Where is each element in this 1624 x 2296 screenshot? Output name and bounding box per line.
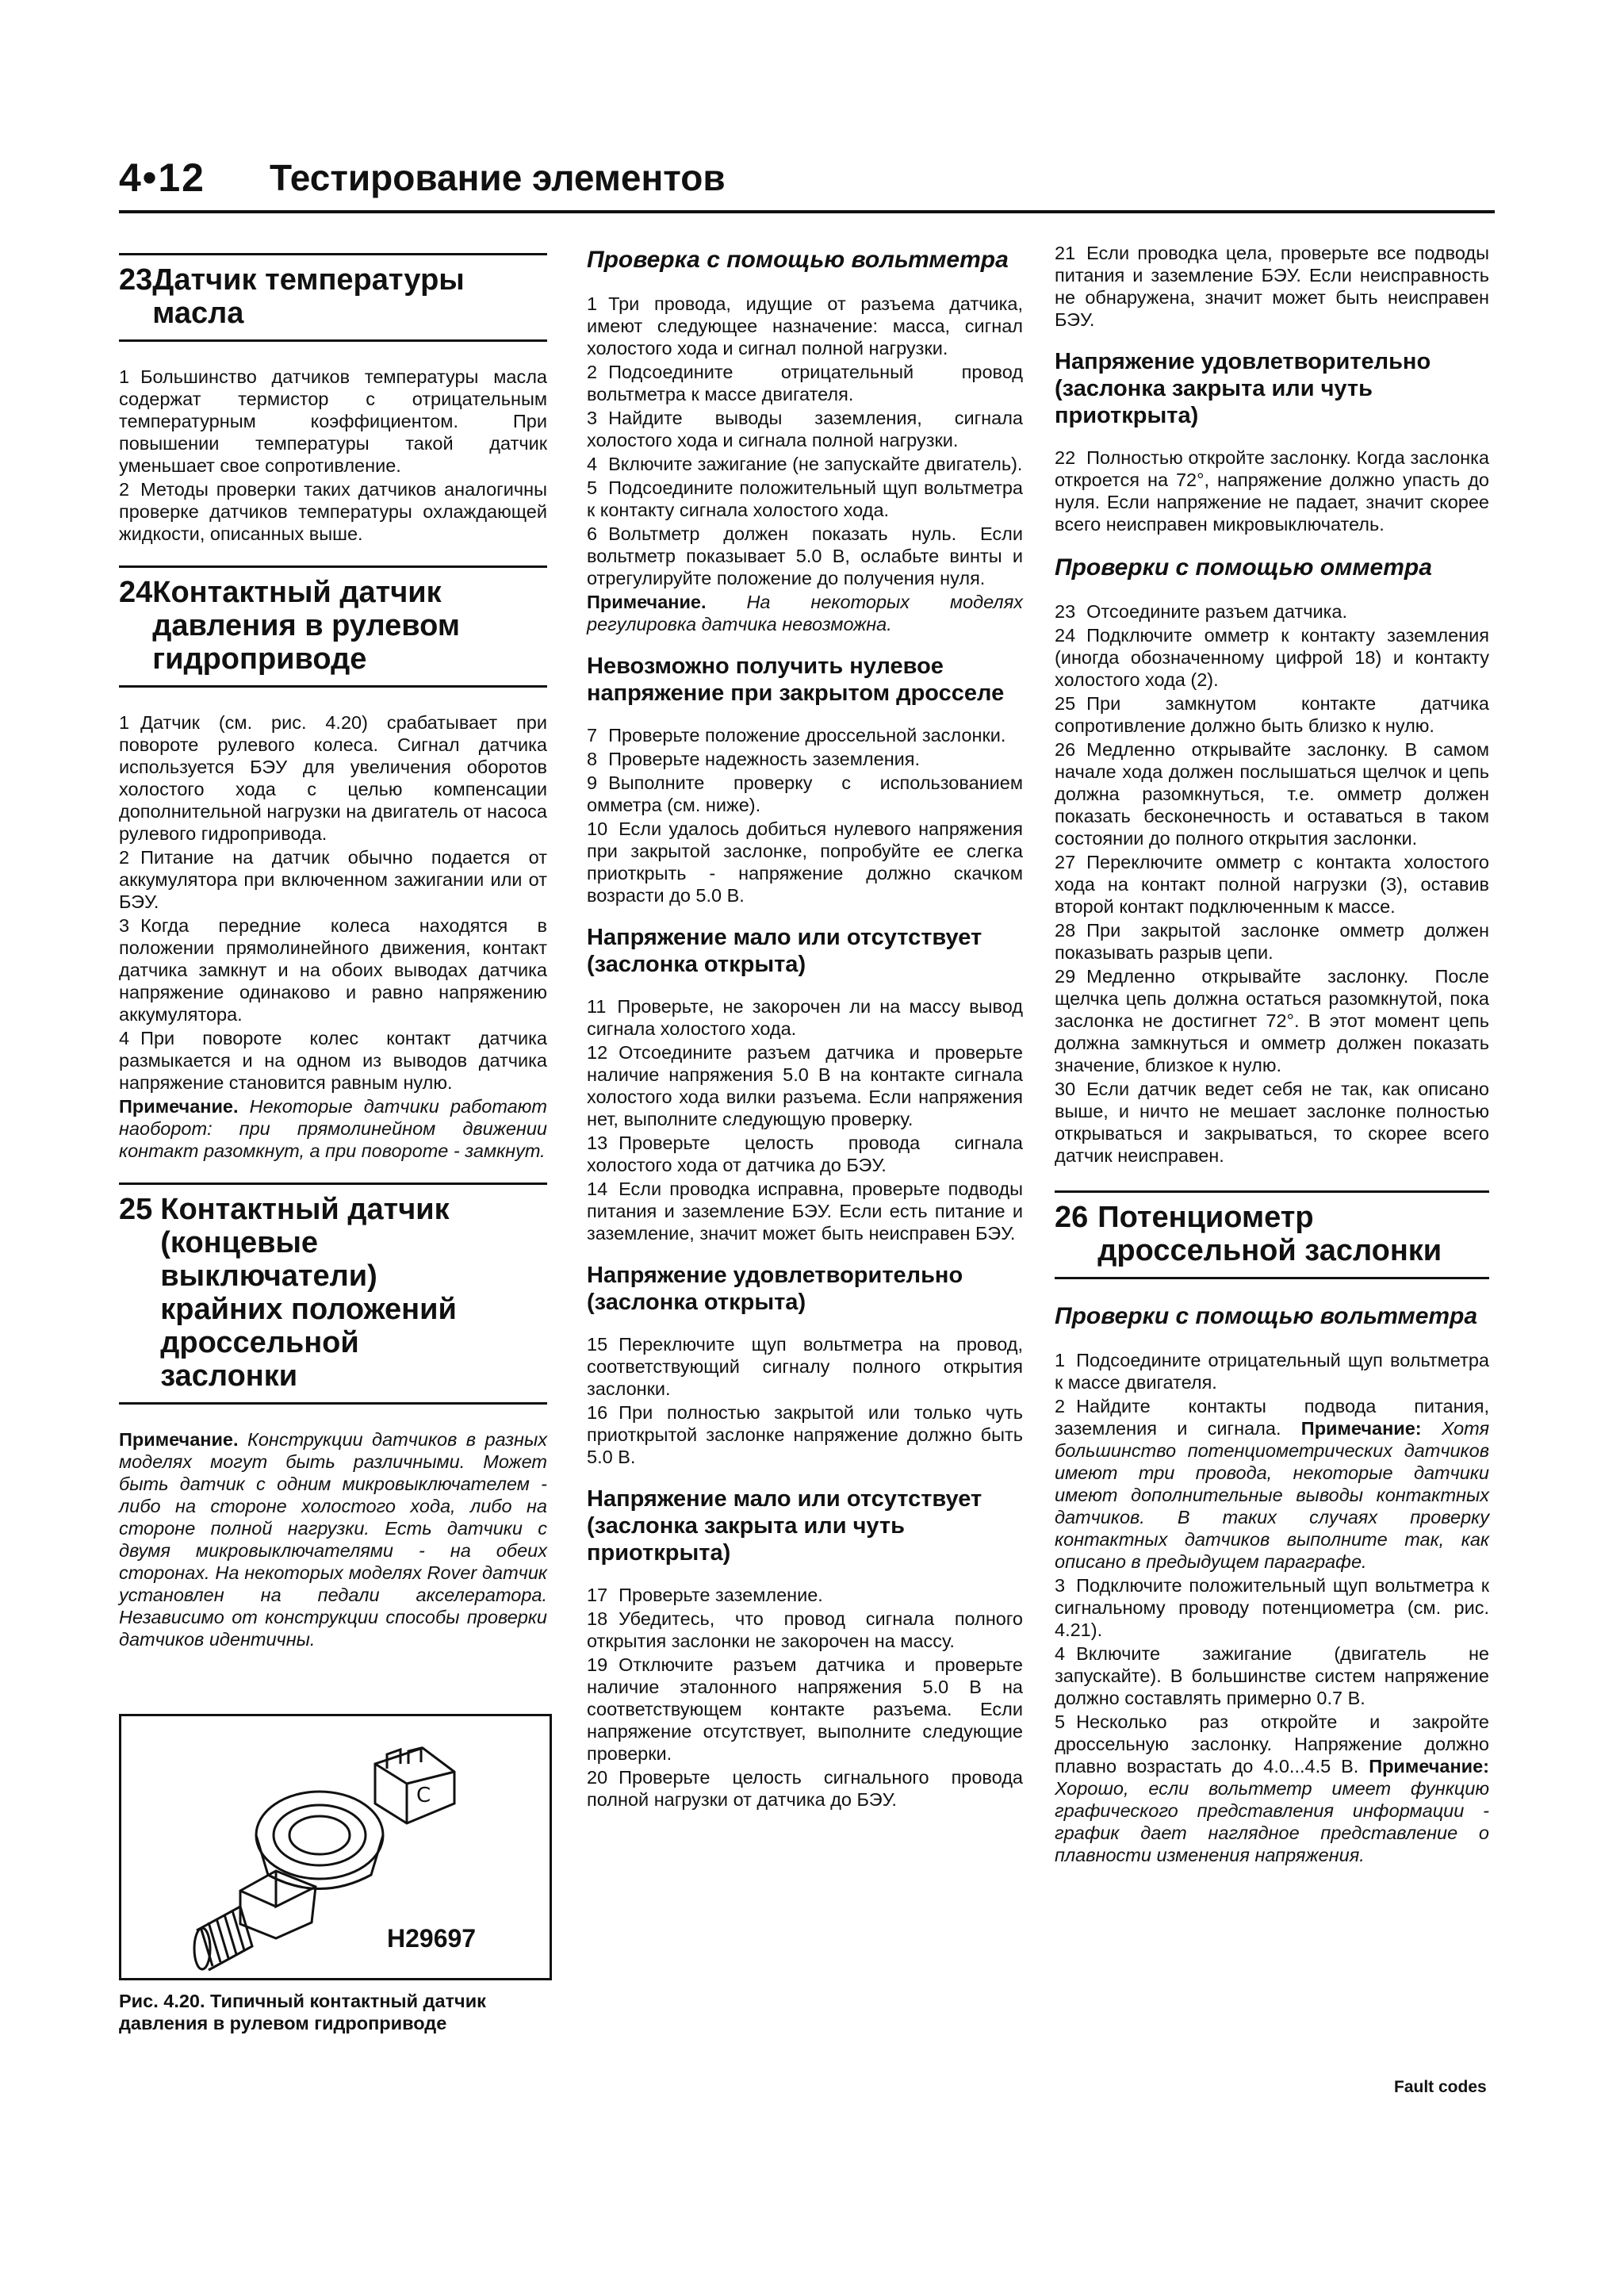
paragraph: 7 Проверьте положение дроссельной заслонки.	[587, 725, 1006, 746]
section-23-heading	[119, 253, 547, 342]
paragraph: 2 Найдите контакты подвода питания, заземления и сигнала. Примечание: Хотя большинство потенциометрических датчиков имеют три провода, некоторые датчики имеют дополнительные выводы контактных датчиков. В таких случаях проверку контактных датчиков выполните так, как описано в предыдущем параграфе.	[1055, 1396, 1490, 1572]
subheading: Проверки с помощью вольтметра	[1055, 1303, 1478, 1329]
note: Примечание. Конструкции датчиков в разных моделях могут быть различными. Может быть датчик с одним микровыключателем - либо на стороне холостого хода, либо на стороне полной нагрузки. Есть датчики с двумя микровыключателями - на обеих сторонах. На некоторых моделях Rover датчик установлен на педали акселератора. Независимо от конструкции способы проверки датчиков идентичны.	[119, 1429, 547, 1650]
column-right	[1055, 242, 1489, 1868]
paragraph: 11 Проверьте, не закорочен ли на массу вывод сигнала холостого хода.	[587, 996, 1023, 1039]
paragraph: 19 Отключите разъем датчика и проверьте наличие эталонного напряжения 5.0 В на соответствующем контакте разъема. Если напряжение отсутствует, выполните следующие проверки.	[587, 1654, 1023, 1764]
paragraph: 22 Полностью откройте заслонку. Когда заслонка откроется на 72°, напряжение должно упасть до нуля. Если напряжение не падает, значит скорее всего неисправен микровыключатель.	[1055, 447, 1489, 535]
paragraph: 28 При закрытой заслонке омметр должен показывать разрыв цепи.	[1055, 920, 1489, 963]
page-number: 4•12	[119, 155, 205, 200]
paragraph: 5 Несколько раз откройте и закройте дроссельную заслонку. Напряжение должно плавно возрастать до 4.0...4.5 В. Примечание: Хорошо, если вольтметр имеет функцию графического представления информации - график дает наглядное представление о плавности изменения напряжения.	[1055, 1711, 1489, 1865]
subheading: Проверки с помощью омметра	[1055, 554, 1432, 581]
paragraph: 3 Когда передние колеса находятся в положении прямолинейного движения, контакт датчика замкнут и на обоих выводах датчика напряжение одинаково и равно напряжению аккумулятора.	[119, 915, 547, 1025]
paragraph: 18 Убедитесь, что провод сигнала полного открытия заслонки не закорочен на массу.	[587, 1608, 1023, 1651]
figure-4-20	[119, 1714, 552, 1980]
paragraph: 2 Питание на датчик обычно подается от аккумулятора при включенном зажигании или от БЭУ.	[119, 847, 547, 912]
paragraph: 15 Переключите щуп вольтметра на провод, соответствующий сигналу полного открытия заслонки.	[587, 1334, 1023, 1399]
paragraph: 1 Три провода, идущие от разъема датчика, имеют следующее назначение: масса, сигнал холостого хода и сигнал полной нагрузки.	[587, 293, 1023, 358]
paragraph: 16 При полностью закрытой или только чуть приоткрытой заслонке напряжение должно быть 5.0 В.	[587, 1402, 1023, 1467]
paragraph: 26 Медленно открывайте заслонку. В самом начале хода должен послышаться щелчок и цепь должна разомкнуться, т.е. омметр должен показать бесконечность и оставаться в таком состоянии до полного открытия заслонки.	[1055, 739, 1489, 849]
figure-caption: Рис. 4.20. Типичный контактный датчик давления в рулевом гидроприводе	[119, 1991, 486, 2033]
section-number: 24	[119, 576, 153, 609]
paragraph: 4 Включите зажигание (не запускайте двигатель).	[587, 454, 1023, 474]
paragraph: 13 Проверьте целость провода сигнала холостого хода от датчика до БЭУ.	[587, 1133, 1023, 1175]
paragraph: 1 Подсоедините отрицательный щуп вольтметра к массе двигателя.	[1055, 1350, 1489, 1393]
paragraph: 1 Датчик (см. рис. 4.20) срабатывает при повороте рулевого колеса. Сигнал датчика используется БЭУ для увеличения оборотов холостого хода с целью компенсации дополнительной нагрузки на двигатель от насоса рулевого гидропривода.	[119, 712, 547, 844]
section-26-heading	[1055, 1190, 1489, 1279]
section-title: Контактный датчик (концевые выключатели) крайних положений дроссельной заслонки	[160, 1193, 457, 1393]
paragraph: 12 Отсоедините разъем датчика и проверьте наличие напряжения 5.0 В на контакте сигнала холостого хода вилки разъема. Если напряжения нет, выполните следующую проверку.	[587, 1042, 1023, 1129]
subheading: Невозможно получить нулевое напряжение при закрытом дросселе	[587, 654, 1005, 706]
column-middle	[587, 242, 1023, 1812]
paragraph: 3 Подключите положительный щуп вольтметра к сигнальному проводу потенциометра (см. рис. 4.21).	[1055, 1575, 1489, 1640]
section-number: 23	[119, 263, 153, 297]
footer-text: Fault codes	[1394, 2078, 1487, 2096]
subheading: Напряжение мало или отсутствует (заслонка закрыта или чуть приоткрыта)	[587, 1486, 982, 1566]
note: Примечание. На некоторых моделях регулировка датчика невозможна.	[587, 592, 1023, 634]
paragraph: 6 Вольтметр должен показать нуль. Если вольтметр показывает 5.0 В, ослабьте винты и отрегулируйте положение до получения нуля.	[587, 523, 1023, 588]
svg-text:C: C	[416, 1784, 431, 1807]
paragraph: 2 Методы проверки таких датчиков аналогичны проверке датчиков температуры охлаждающей жидкости, описанных выше.	[119, 479, 547, 544]
paragraph: 4 При повороте колес контакт датчика размыкается и на одном из выводов датчика напряжение становится равным нулю.	[119, 1028, 547, 1093]
figure-code: H29697	[387, 1924, 477, 1953]
paragraph: 17 Проверьте заземление.	[587, 1585, 823, 1605]
paragraph: 3 Найдите выводы заземления, сигнала холостого хода и сигнала полной нагрузки.	[587, 408, 1023, 450]
paragraph: 20 Проверьте целость сигнального провода полной нагрузки от датчика до БЭУ.	[587, 1767, 1023, 1810]
section-title: Датчик температуры масла	[152, 263, 465, 330]
section-title: Потенциометр дроссельной заслонки	[1097, 1201, 1442, 1267]
pressure-switch-illustration	[121, 1716, 545, 1973]
section-number: 26	[1055, 1201, 1089, 1234]
header-rule	[119, 210, 1495, 213]
column-left	[119, 242, 547, 2034]
paragraph: 9 Выполните проверку с использованием омметра (см. ниже).	[587, 772, 1023, 815]
paragraph: 10 Если удалось добиться нулевого напряжения при закрытой заслонке, попробуйте ее слегка приоткрыть - напряжение должно скачком возрасти до 5.0 В.	[587, 818, 1023, 906]
paragraph: 4 Включите зажигание (двигатель не запускайте). В большинстве систем напряжение должно составлять примерно 0.7 В.	[1055, 1643, 1489, 1708]
section-24-heading	[119, 565, 547, 688]
note: Примечание. Некоторые датчики работают наоборот: при прямолинейном движении контакт разомкнут, а при повороте - замкнут.	[119, 1096, 547, 1161]
page-title: Тестирование элементов	[270, 157, 726, 198]
paragraph: 27 Переключите омметр с контакта холостого хода на контакт полной нагрузки (3), оставив второй контакт подключенным к массе.	[1055, 852, 1489, 917]
paragraph: 30 Если датчик ведет себя не так, как описано выше, и ничто не мешает заслонке полностью открываться и закрываться, то скорее всего датчик неисправен.	[1055, 1079, 1489, 1166]
paragraph: 29 Медленно открывайте заслонку. После щелчка цепь должна остаться разомкнутой, пока заслонка не достигнет 72°. В этот момент цепь должна замкнуться и омметр должен показать значение, близкое к нулю.	[1055, 966, 1489, 1075]
subheading: Напряжение удовлетворительно (заслонка открыта)	[587, 1263, 963, 1315]
paragraph: 25 При замкнутом контакте датчика сопротивление должно быть близко к нулю.	[1055, 693, 1489, 736]
paragraph: 2 Подсоедините отрицательный провод вольтметра к массе двигателя.	[587, 362, 1023, 404]
paragraph: 8 Проверьте надежность заземления.	[587, 749, 921, 769]
paragraph: 14 Если проводка исправна, проверьте подводы питания и заземление БЭУ. Если есть питание и заземление, значит может быть неисправен БЭУ.	[587, 1179, 1023, 1244]
subheading: Напряжение удовлетворительно (заслонка закрыта или чуть приоткрыта)	[1055, 349, 1431, 428]
section-title: Контактный датчик давления в рулевом гидроприводе	[152, 576, 460, 676]
section-number: 25	[119, 1193, 153, 1226]
paragraph: 23 Отсоедините разъем датчика.	[1055, 601, 1347, 622]
paragraph: 24 Подключите омметр к контакту заземления (иногда обозначенному цифрой 18) и контакту холостого хода (2).	[1055, 625, 1489, 690]
subheading: Напряжение мало или отсутствует (заслонка открыта)	[587, 925, 982, 977]
paragraph: 5 Подсоедините положительный щуп вольтметра к контакту сигнала холостого хода.	[587, 477, 1023, 520]
subheading: Проверка с помощью вольтметра	[587, 247, 1009, 273]
section-25-heading	[119, 1182, 547, 1405]
paragraph: 1 Большинство датчиков температуры масла содержат термистор с отрицательным температурным коэффициентом. При повышении температуры такой датчик уменьшает свое сопротивление.	[119, 366, 547, 476]
paragraph: 21 Если проводка цела, проверьте все подводы питания и заземление БЭУ. Если неисправность не обнаружена, значит может быть неисправен БЭУ.	[1055, 243, 1489, 330]
